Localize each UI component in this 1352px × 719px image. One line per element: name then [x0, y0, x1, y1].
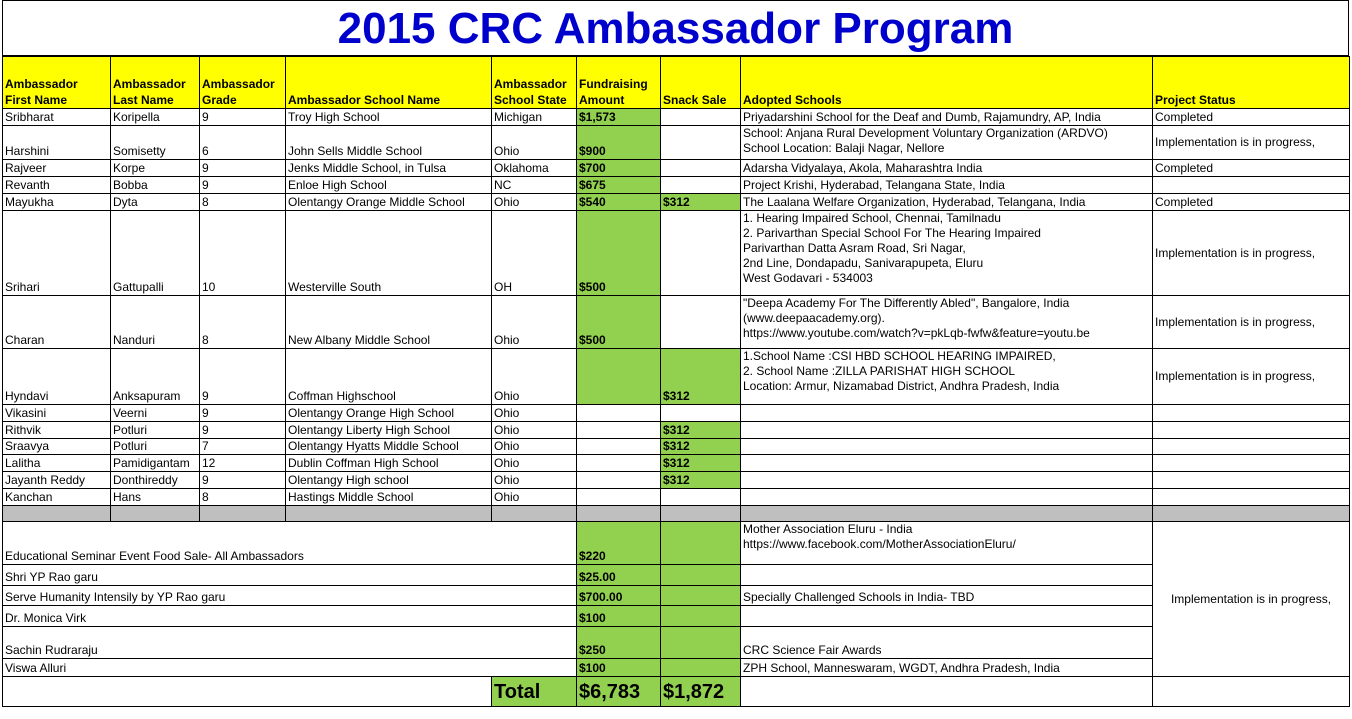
donation-row: [3, 627, 1350, 659]
project-status: Implementation is in progress,: [1153, 349, 1350, 405]
donation-adopted: [741, 606, 1153, 627]
adopted-schools: [741, 194, 1153, 211]
adopted-school-line: 2. School Name :ZILLA PARISHAT HIGH SCHOOL: [743, 364, 1016, 378]
donation-adopted: [741, 586, 1153, 606]
project-status: Completed: [1153, 160, 1350, 177]
table-row: [3, 405, 1350, 422]
ambassador-first-name: Rithvik: [3, 422, 111, 439]
ambassador-table: [2, 56, 1350, 707]
ambassador-last-name: Pamidigantam: [111, 455, 200, 472]
ambassador-school-state: Ohio: [492, 455, 577, 472]
header-grade: Ambassador Grade: [200, 57, 286, 109]
donation-amount: $220: [577, 522, 661, 565]
adopted-school-line: Adarsha Vidyalaya, Akola, Maharashtra India: [743, 161, 983, 175]
header-project-status: Project Status: [1153, 57, 1350, 109]
fundraising-amount: $540: [577, 194, 661, 211]
adopted-school-line: "Deepa Academy For The Differently Abled", Bangalore, India: [743, 296, 1070, 310]
adopted-school-line: 2nd Line, Dondapadu, Sanivarapupeta, Eluru: [743, 256, 984, 270]
ambassador-last-name: Potluri: [111, 439, 200, 455]
ambassador-school-state: Oklahoma: [492, 160, 577, 177]
project-status: [1153, 405, 1350, 422]
fundraising-amount: [577, 472, 661, 489]
ambassador-school-state: Ohio: [492, 489, 577, 506]
ambassador-first-name: Vikasini: [3, 405, 111, 422]
table-row: [3, 472, 1350, 489]
sheet-title: 2015 CRC Ambassador Program: [2, 0, 1349, 56]
donation-snack-sale: [661, 586, 741, 606]
donation-snack-sale: [661, 606, 741, 627]
ambassador-last-name: Nanduri: [111, 296, 200, 349]
table-row: [3, 126, 1350, 160]
separator-cell: [3, 506, 111, 522]
adopted-school-line: West Godavari - 534003: [743, 271, 873, 285]
project-status: [1153, 177, 1350, 194]
ambassador-grade: 9: [200, 160, 286, 177]
donation-adopted: [741, 565, 1153, 586]
ambassador-grade: 12: [200, 455, 286, 472]
adopted-school-line: CRC Science Fair Awards: [743, 643, 882, 657]
donation-snack-sale: [661, 522, 741, 565]
snack-sale-amount: $312: [661, 472, 741, 489]
fundraising-amount: $675: [577, 177, 661, 194]
ambassador-grade: 8: [200, 296, 286, 349]
ambassador-first-name: Jayanth Reddy: [3, 472, 111, 489]
ambassador-first-name: Hyndavi: [3, 349, 111, 405]
project-status: [1153, 422, 1350, 439]
adopted-schools: [741, 405, 1153, 422]
project-status: Completed: [1153, 194, 1350, 211]
adopted-school-line: 1.School Name :CSI HBD SCHOOL HEARING IMPAIRED,: [743, 349, 1056, 363]
ambassador-school-state: Ohio: [492, 439, 577, 455]
adopted-school-line: Parivarthan Datta Asram Road, Sri Nagar,: [743, 241, 966, 255]
project-status: Implementation is in progress,: [1153, 126, 1350, 160]
snack-sale-amount: [661, 405, 741, 422]
adopted-school-line: School Location: Balaji Nagar, Nellore: [743, 141, 945, 155]
adopted-schools: [741, 177, 1153, 194]
adopted-school-line: Mother Association Eluru - India: [743, 522, 913, 536]
ambassador-school-name: Jenks Middle School, in Tulsa: [286, 160, 492, 177]
fundraising-amount: $700: [577, 160, 661, 177]
table-row: [3, 422, 1350, 439]
ambassador-school-state: Ohio: [492, 126, 577, 160]
ambassador-last-name: Veerni: [111, 405, 200, 422]
fundraising-amount: $900: [577, 126, 661, 160]
snack-sale-amount: [661, 109, 741, 126]
fundraising-amount: [577, 489, 661, 506]
project-status: [1153, 455, 1350, 472]
total-label: Total: [492, 677, 577, 707]
separator-cell: [1153, 506, 1350, 522]
ambassador-grade: 9: [200, 405, 286, 422]
snack-sale-amount: [661, 489, 741, 506]
header-first-name: Ambassador First Name: [3, 57, 111, 109]
adopted-school-line: ZPH School, Manneswaram, WGDT, Andhra Pradesh, India: [743, 661, 1060, 675]
adopted-schools: [741, 109, 1153, 126]
donation-row: [3, 659, 1350, 677]
adopted-schools: [741, 422, 1153, 439]
donation-adopted: [741, 627, 1153, 659]
ambassador-school-name: Olentangy Orange High School: [286, 405, 492, 422]
total-adopted-empty: [741, 677, 1153, 707]
snack-sale-amount: $312: [661, 439, 741, 455]
header-last-name: Ambassador Last Name: [111, 57, 200, 109]
adopted-schools: [741, 126, 1153, 160]
donation-row: [3, 565, 1350, 586]
ambassador-first-name: Kanchan: [3, 489, 111, 506]
ambassador-grade: 8: [200, 489, 286, 506]
header-adopted-schools: Adopted Schools: [741, 57, 1153, 109]
adopted-schools: [741, 211, 1153, 296]
adopted-school-line: School: Anjana Rural Development Voluntary Organization (ARDVO): [743, 126, 1108, 140]
ambassador-grade: 9: [200, 349, 286, 405]
ambassador-last-name: Somisetty: [111, 126, 200, 160]
adopted-school-line: 1. Hearing Impaired School, Chennai, Tamilnadu: [743, 211, 1001, 225]
snack-sale-amount: $312: [661, 422, 741, 439]
header-snack-sale: Snack Sale: [661, 57, 741, 109]
donation-adopted: [741, 522, 1153, 565]
ambassador-school-state: Ohio: [492, 194, 577, 211]
ambassador-school-state: Ohio: [492, 472, 577, 489]
ambassador-last-name: Hans: [111, 489, 200, 506]
ambassador-first-name: Revanth: [3, 177, 111, 194]
adopted-school-line: (www.deepaacademy.org).: [743, 311, 885, 325]
separator-cell: [492, 506, 577, 522]
table-row: [3, 296, 1350, 349]
fundraising-amount: [577, 439, 661, 455]
fundraising-amount: $1,573: [577, 109, 661, 126]
ambassador-last-name: Koripella: [111, 109, 200, 126]
ambassador-grade: 9: [200, 109, 286, 126]
total-spacer: [3, 677, 492, 707]
ambassador-school-name: Olentangy Orange Middle School: [286, 194, 492, 211]
table-row: [3, 439, 1350, 455]
ambassador-school-name: Olentangy High school: [286, 472, 492, 489]
project-status: Completed: [1153, 109, 1350, 126]
ambassador-grade: 10: [200, 211, 286, 296]
ambassador-school-name: Westerville South: [286, 211, 492, 296]
donation-amount: $100: [577, 606, 661, 627]
ambassador-last-name: Donthireddy: [111, 472, 200, 489]
snack-sale-amount: [661, 160, 741, 177]
ambassador-last-name: Korpe: [111, 160, 200, 177]
table-row: [3, 349, 1350, 405]
table-row: [3, 211, 1350, 296]
ambassador-grade: 9: [200, 472, 286, 489]
project-status: [1153, 472, 1350, 489]
snack-sale-amount: $312: [661, 194, 741, 211]
fundraising-amount: [577, 349, 661, 405]
table-row: [3, 194, 1350, 211]
donor-name: Serve Humanity Intensily by YP Rao garu: [3, 586, 577, 606]
ambassador-first-name: Harshini: [3, 126, 111, 160]
ambassador-school-state: Ohio: [492, 405, 577, 422]
total-status-empty: [1153, 677, 1350, 707]
ambassador-school-state: OH: [492, 211, 577, 296]
ambassador-school-name: Coffman Highschool: [286, 349, 492, 405]
adopted-schools: [741, 296, 1153, 349]
table-row: [3, 489, 1350, 506]
donation-snack-sale: [661, 659, 741, 677]
header-row: [3, 57, 1350, 109]
ambassador-first-name: Lalitha: [3, 455, 111, 472]
snack-sale-amount: [661, 177, 741, 194]
adopted-school-line: Location: Armur, Nizamabad District, Andhra Pradesh, India: [743, 379, 1060, 393]
ambassador-last-name: Potluri: [111, 422, 200, 439]
ambassador-grade: 7: [200, 439, 286, 455]
fundraising-amount: [577, 422, 661, 439]
adopted-schools: [741, 439, 1153, 455]
donation-amount: $100: [577, 659, 661, 677]
donor-name: Viswa Alluri: [3, 659, 577, 677]
ambassador-school-state: Michigan: [492, 109, 577, 126]
donor-name: Dr. Monica Virk: [3, 606, 577, 627]
ambassador-school-state: Ohio: [492, 296, 577, 349]
total-fundraising: $6,783: [577, 677, 661, 707]
total-row: [3, 677, 1350, 707]
snack-sale-amount: $312: [661, 455, 741, 472]
project-status: [1153, 439, 1350, 455]
adopted-school-line: The Laalana Welfare Organization, Hyderabad, Telangana, India: [743, 195, 1086, 209]
fundraising-amount: $500: [577, 296, 661, 349]
ambassador-last-name: Bobba: [111, 177, 200, 194]
ambassador-school-name: John Sells Middle School: [286, 126, 492, 160]
ambassador-grade: 9: [200, 422, 286, 439]
adopted-school-line: Specially Challenged Schools in India- TBD: [743, 590, 975, 604]
donation-amount: $250: [577, 627, 661, 659]
table-row: [3, 455, 1350, 472]
donation-row: [3, 522, 1350, 565]
separator-cell: [111, 506, 200, 522]
header-school-state: Ambassador School State: [492, 57, 577, 109]
table-row: [3, 177, 1350, 194]
ambassador-first-name: Sraavya: [3, 439, 111, 455]
ambassador-first-name: Rajveer: [3, 160, 111, 177]
ambassador-grade: 9: [200, 177, 286, 194]
donation-snack-sale: [661, 627, 741, 659]
ambassador-first-name: Srihari: [3, 211, 111, 296]
donation-amount: $25.00: [577, 565, 661, 586]
ambassador-last-name: Anksapuram: [111, 349, 200, 405]
ambassador-school-name: Enloe High School: [286, 177, 492, 194]
snack-sale-amount: $312: [661, 349, 741, 405]
adopted-schools: [741, 455, 1153, 472]
fundraising-amount: [577, 455, 661, 472]
snack-sale-amount: [661, 211, 741, 296]
fundraising-amount: [577, 405, 661, 422]
ambassador-grade: 6: [200, 126, 286, 160]
adopted-school-line: Priyadarshini School for the Deaf and Dumb, Rajamundry, AP, India: [743, 110, 1101, 124]
table-row: [3, 160, 1350, 177]
ambassador-last-name: Gattupalli: [111, 211, 200, 296]
ambassador-last-name: Dyta: [111, 194, 200, 211]
donation-row: [3, 586, 1350, 606]
ambassador-school-name: Olentangy Hyatts Middle School: [286, 439, 492, 455]
separator-row: [3, 506, 1350, 522]
donor-name: Sachin Rudraraju: [3, 627, 577, 659]
header-fundraising: Fundraising Amount: [577, 57, 661, 109]
fundraising-amount: $500: [577, 211, 661, 296]
separator-cell: [200, 506, 286, 522]
project-status: Implementation is in progress,: [1153, 296, 1350, 349]
ambassador-school-state: Ohio: [492, 422, 577, 439]
donation-snack-sale: [661, 565, 741, 586]
adopted-schools: [741, 472, 1153, 489]
snack-sale-amount: [661, 296, 741, 349]
adopted-school-line: Project Krishi, Hyderabad, Telangana State, India: [743, 178, 1005, 192]
donor-name: Shri YP Rao garu: [3, 565, 577, 586]
ambassador-school-name: New Albany Middle School: [286, 296, 492, 349]
ambassador-first-name: Sribharat: [3, 109, 111, 126]
donor-name: Educational Seminar Event Food Sale- All Ambassadors: [3, 522, 577, 565]
donation-row: [3, 606, 1350, 627]
ambassador-school-name: Hastings Middle School: [286, 489, 492, 506]
ambassador-grade: 8: [200, 194, 286, 211]
total-snack-sale: $1,872: [661, 677, 741, 707]
separator-cell: [577, 506, 661, 522]
adopted-school-line: https://www.youtube.com/watch?v=pkLqb-fwfw&feature=youtu.be: [743, 326, 1090, 340]
table-row: [3, 109, 1350, 126]
ambassador-school-name: Dublin Coffman High School: [286, 455, 492, 472]
adopted-school-line: https://www.facebook.com/MotherAssociationEluru/: [743, 537, 1016, 551]
separator-cell: [286, 506, 492, 522]
donation-project-status: Implementation is in progress,: [1153, 522, 1350, 677]
ambassador-first-name: Charan: [3, 296, 111, 349]
donation-adopted: [741, 659, 1153, 677]
ambassador-school-name: Troy High School: [286, 109, 492, 126]
project-status: [1153, 489, 1350, 506]
adopted-schools: [741, 489, 1153, 506]
ambassador-school-name: Olentangy Liberty High School: [286, 422, 492, 439]
separator-cell: [661, 506, 741, 522]
ambassador-school-state: NC: [492, 177, 577, 194]
separator-cell: [741, 506, 1153, 522]
adopted-schools: [741, 160, 1153, 177]
adopted-schools: [741, 349, 1153, 405]
adopted-school-line: 2. Parivarthan Special School For The Hearing Impaired: [743, 226, 1041, 240]
snack-sale-amount: [661, 126, 741, 160]
project-status: Implementation is in progress,: [1153, 211, 1350, 296]
ambassador-first-name: Mayukha: [3, 194, 111, 211]
ambassador-school-state: Ohio: [492, 349, 577, 405]
donation-amount: $700.00: [577, 586, 661, 606]
header-school-name: Ambassador School Name: [286, 57, 492, 109]
